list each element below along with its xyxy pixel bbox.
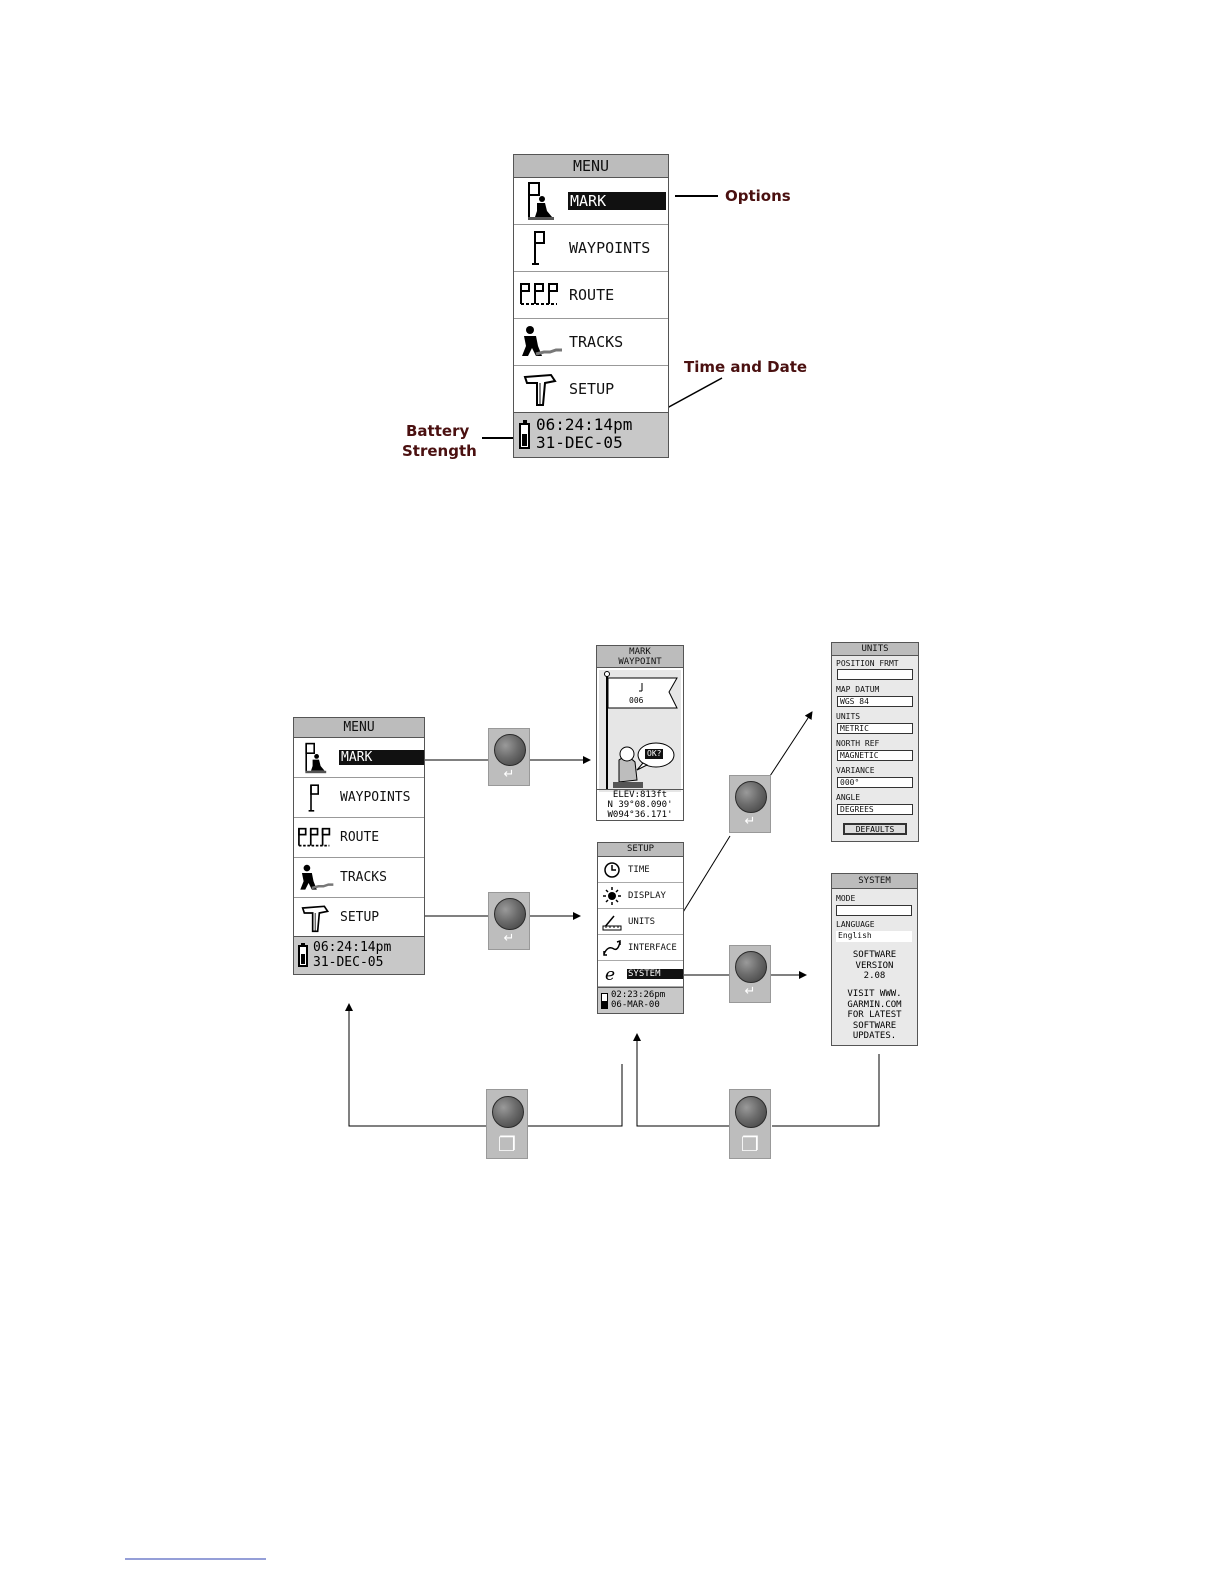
ruler-icon [602,913,622,931]
north-ref-label: NORTH REF [836,739,880,748]
flag-number: 006 [629,696,644,705]
enter-icon: ↵ [503,767,515,782]
setup-tools-icon [520,366,562,412]
mark-icon [300,738,330,777]
svg-text:e: e [605,965,616,985]
menu-item-tracks[interactable] [514,319,668,366]
mode-label: MODE [836,894,856,903]
menu-item-setup[interactable] [294,898,424,938]
mark-info-panel [597,789,683,820]
menu-item-label: WAYPOINTS [569,239,651,257]
enter-button-mark[interactable] [488,728,530,786]
variance-label: VARIANCE [836,766,875,775]
menu-item-label: WAYPOINTS [340,790,411,805]
setup-item-label: TIME [628,865,650,875]
units-title: UNITS [832,643,918,656]
rocker-knob [492,1096,524,1128]
units-screen [831,642,919,842]
software-line: SOFTWARE [852,950,897,960]
visit-line: UPDATES. [852,1031,897,1041]
position-format-field[interactable]: hddd.ddddd° [837,669,913,680]
route-icon [296,818,334,857]
title-line1: MARK [629,647,651,657]
menu-title: MENU [294,718,424,738]
angle-field[interactable]: DEGREES [837,804,913,815]
rocker-knob [735,1096,767,1128]
clock-icon [602,861,622,879]
options-annotation: Options [725,187,791,205]
map-datum-field[interactable]: WGS 84 [837,696,913,707]
setup-item-label: INTERFACE [628,943,677,953]
setup-item-time[interactable] [598,857,683,883]
rocker-knob [735,951,767,983]
ok-button[interactable]: OK? [647,749,662,758]
top-menu-screen [513,154,669,458]
setup-item-system[interactable] [598,961,683,987]
setup-status-bar [598,987,683,1013]
menu-item-label: TRACKS [340,870,387,885]
battery-icon [519,423,530,449]
visit-line: GARMIN.COM [847,999,902,1010]
menu-time: 06:24:14pm [536,415,633,434]
menu-status-bar [294,936,424,974]
version-number: 2.08 [863,971,886,981]
system-e-icon [602,965,622,983]
enter-icon: ↵ [503,931,515,946]
route-icon [518,272,562,318]
setup-screen [597,842,684,1014]
menu-item-label: SETUP [340,910,380,925]
rocker-knob [494,734,526,766]
menu-item-label: TRACKS [569,333,624,351]
version-line: VERSION [855,960,894,971]
map-datum-label: MAP DATUM [836,685,880,694]
visit-website-block [832,989,917,1042]
units-field[interactable]: METRIC [837,723,913,734]
waypoint-flag-icon [522,225,558,271]
setup-item-label: DISPLAY [628,891,666,901]
variance-field[interactable]: 000° [837,777,913,788]
menu-item-mark[interactable] [294,738,424,778]
rocker-knob [735,781,767,813]
setup-time: 02:23:26pm [611,990,666,1000]
mark-illustration [599,670,681,792]
menu-item-label: MARK [339,750,424,765]
menu-item-waypoints[interactable] [294,778,424,818]
enter-icon: ↵ [744,984,756,999]
defaults-button[interactable]: DEFAULTS [843,823,907,835]
title-line2: WAYPOINT [618,657,662,667]
page-button-back-to-setup[interactable] [729,1089,771,1159]
visit-line: VISIT WWW. [847,989,902,999]
setup-tools-icon [298,898,334,937]
menu-title: MENU [514,155,668,178]
waypoint-flag-icon [300,778,330,817]
language-label: LANGUAGE [836,920,875,929]
setup-date: 06-MAR-00 [611,1000,660,1010]
menu-item-tracks[interactable] [294,858,424,898]
enter-icon: ↵ [744,814,756,829]
setup-item-label: SYSTEM [627,969,683,979]
tracks-icon [296,858,336,897]
enter-button-system[interactable] [729,945,771,1003]
longitude: W094°36.171' [607,810,673,820]
system-title: SYSTEM [832,874,917,889]
menu-item-label: ROUTE [340,830,380,845]
menu-item-setup[interactable] [514,366,668,413]
menu-item-waypoints[interactable] [514,225,668,272]
rocker-knob [494,898,526,930]
menu-time: 06:24:14pm [313,940,392,955]
software-version-block [832,950,917,982]
language-field[interactable]: English [836,931,912,942]
setup-item-units[interactable] [598,909,683,935]
battery-icon [601,993,608,1009]
battery-annotation-line2: Strength [402,442,477,460]
sun-icon [602,887,622,905]
elevation: ELEV:813ft [612,790,668,800]
enter-button-setup[interactable] [488,892,530,950]
angle-label: ANGLE [836,793,861,802]
page-icon: ❐ [498,1132,516,1156]
menu-item-label: MARK [568,192,666,210]
flow-menu-screen [293,717,425,975]
visit-line: FOR LATEST [847,1010,902,1020]
menu-date: 31-DEC-05 [536,433,623,452]
page-icon: ❐ [741,1132,759,1156]
interface-arrows-icon [602,939,622,957]
system-screen [831,873,918,1046]
latitude: N 39°08.090' [607,800,673,810]
tracks-icon [518,319,564,365]
menu-date: 31-DEC-05 [313,955,384,970]
north-ref-field[interactable]: MAGNETIC [837,750,913,761]
setup-item-interface[interactable] [598,935,683,961]
mark-waypoint-screen [596,645,684,821]
menu-item-label: SETUP [569,380,615,398]
setup-item-display[interactable] [598,883,683,909]
units-label: UNITS [836,712,861,721]
mode-field[interactable]: NORMAL [836,905,912,916]
enter-button-units[interactable] [729,775,771,833]
battery-annotation-line1: Battery [406,422,470,440]
battery-icon [298,945,308,967]
menu-status-bar [514,412,668,457]
position-format-label: POSITION FRMT [836,659,899,668]
menu-item-mark[interactable] [514,178,668,225]
setup-item-label: UNITS [628,917,656,927]
menu-item-route[interactable] [294,818,424,858]
time-date-annotation: Time and Date [684,358,808,376]
page-button-back-to-menu[interactable] [486,1089,528,1159]
menu-item-label: ROUTE [569,286,615,304]
mark-icon [522,178,558,224]
mark-waypoint-title [597,646,683,668]
menu-item-route[interactable] [514,272,668,319]
setup-title: SETUP [598,843,683,857]
visit-line: SOFTWARE [852,1020,897,1031]
